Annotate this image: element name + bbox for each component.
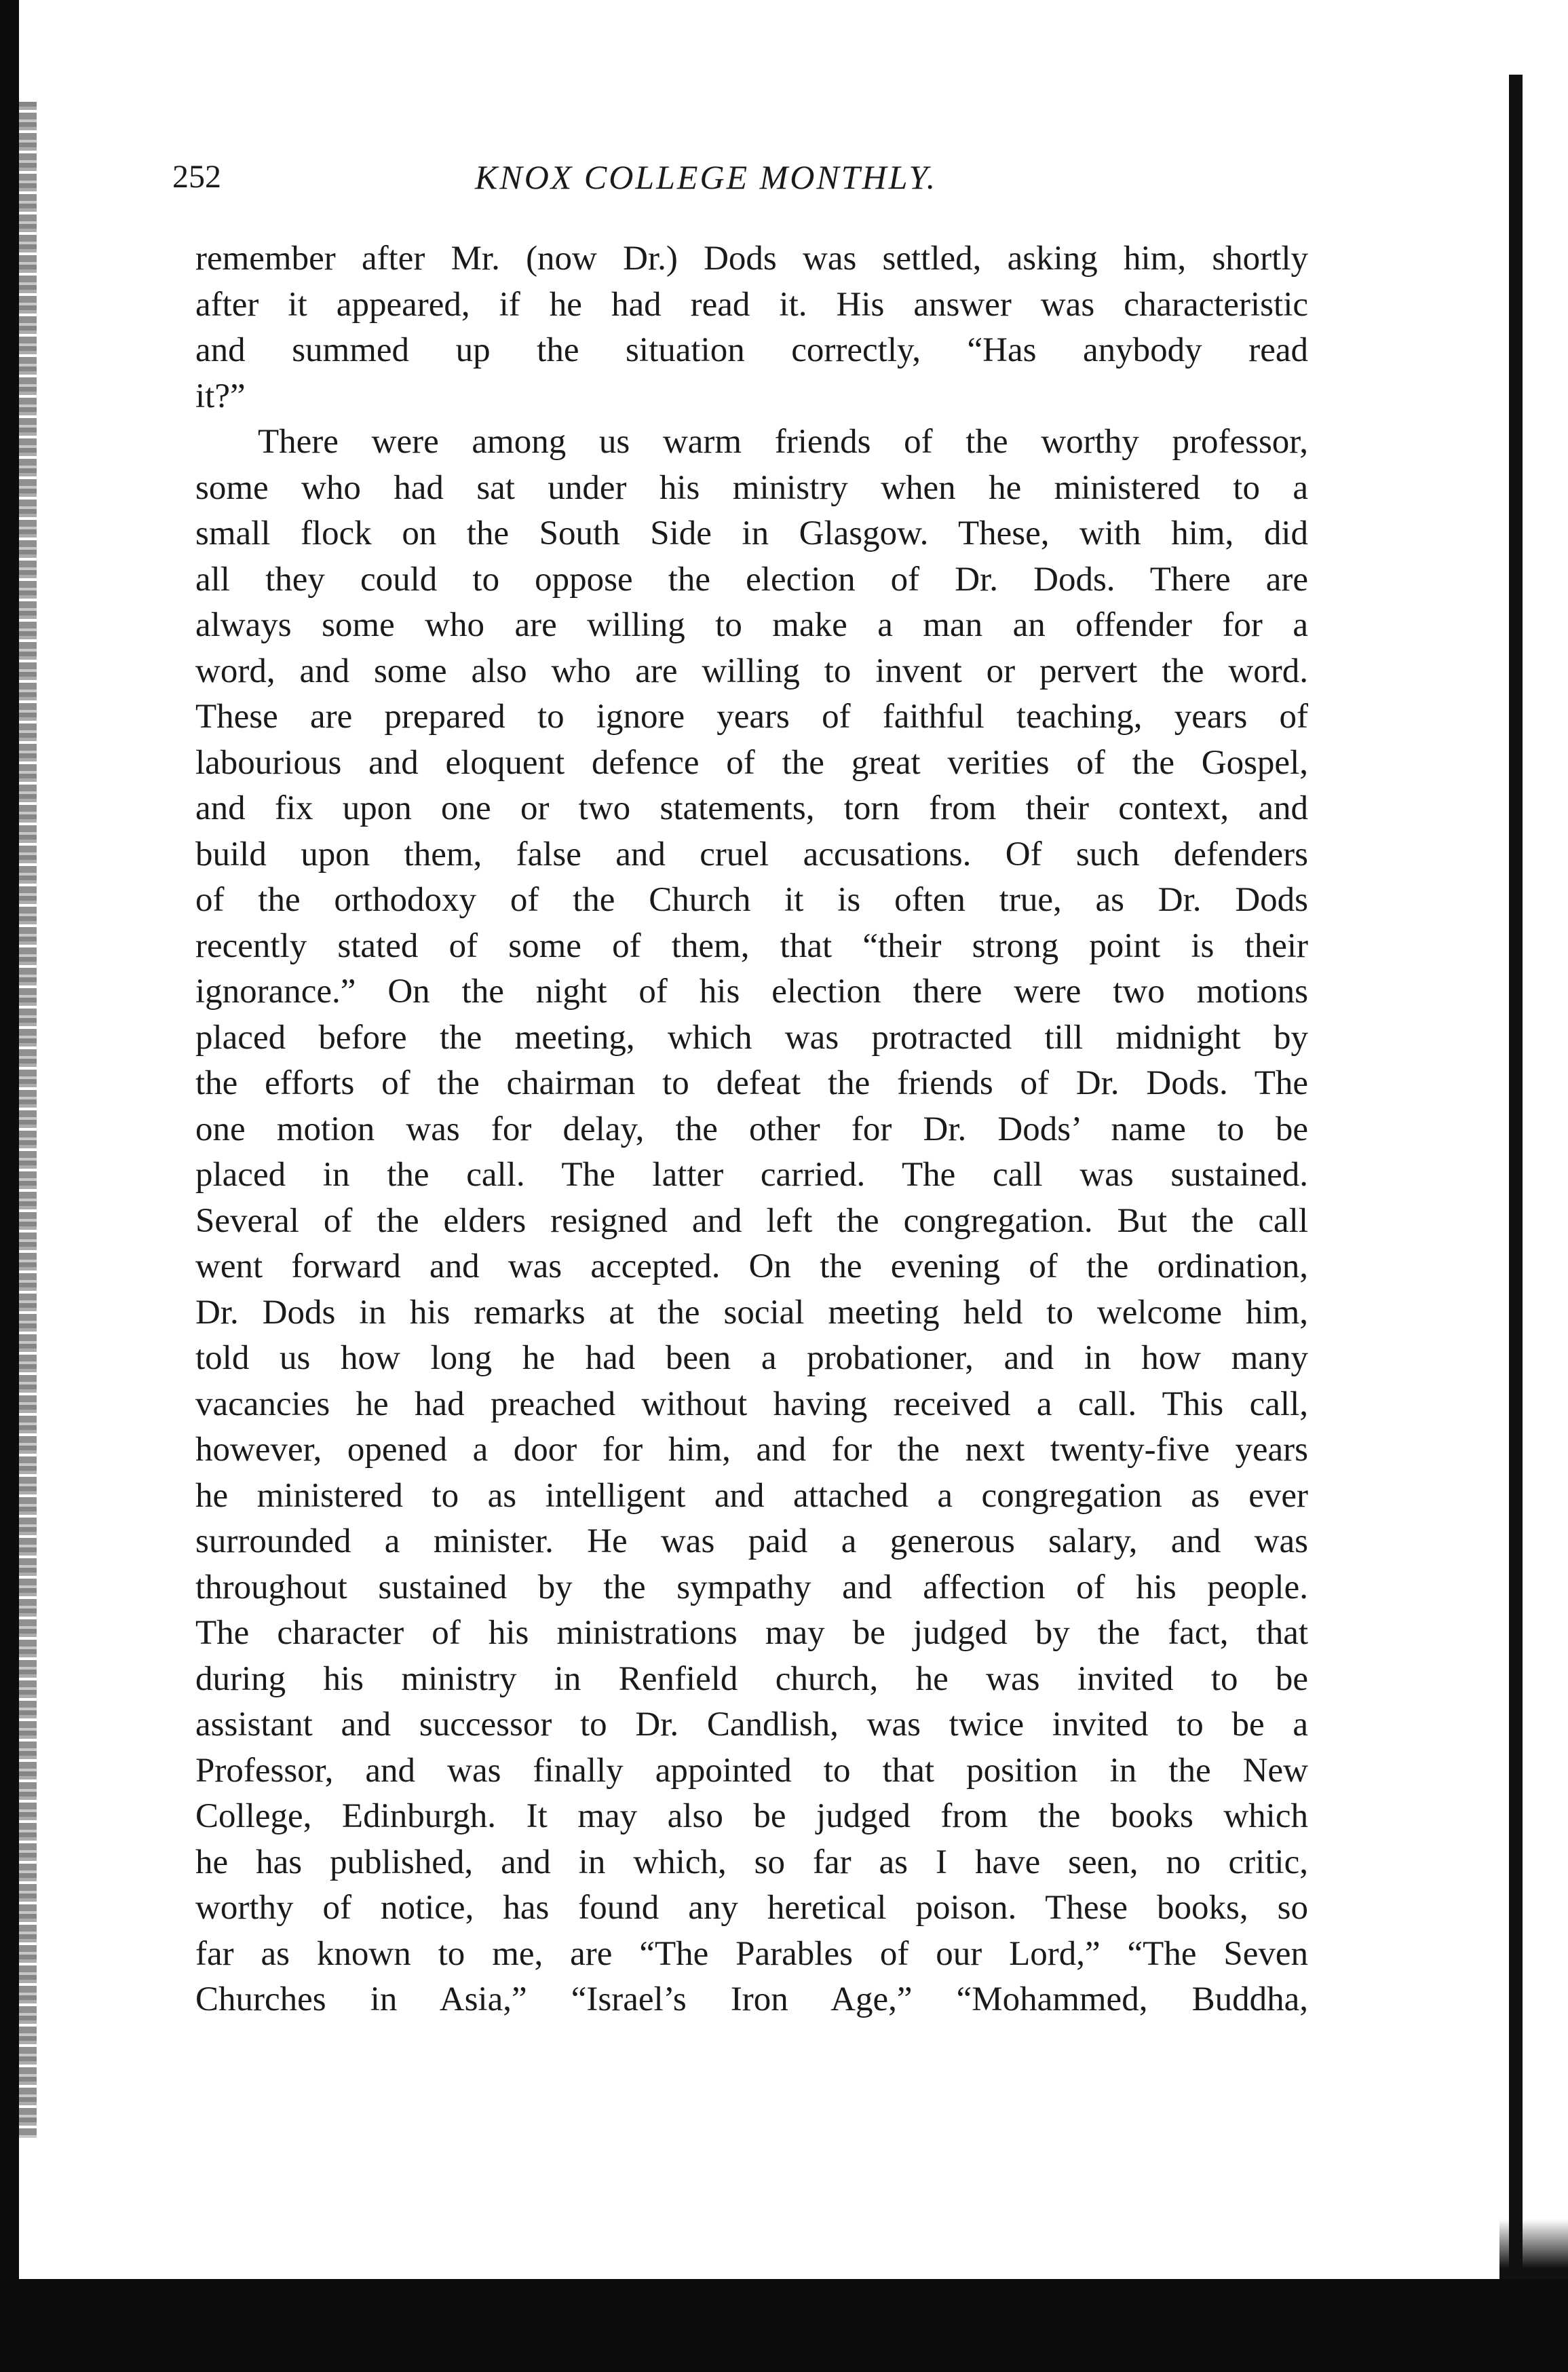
paragraph-first-line: There were among us warm friends of the worthy professor, bbox=[258, 423, 1308, 461]
scan-edge-bottom bbox=[0, 2279, 1568, 2372]
text-line: remember after Mr. (now Dr.) Dods was settled, asking him, shortly bbox=[195, 240, 1308, 278]
text-line: College, Edinburgh. It may also be judged from the books which bbox=[195, 1797, 1308, 1835]
text-line: placed in the call. The latter carried. The call was sustained. bbox=[195, 1156, 1308, 1194]
text-line: These are prepared to ignore years of faithful teaching, years of bbox=[195, 698, 1308, 736]
text-line: surrounded a minister. He was paid a generous salary, and was bbox=[195, 1522, 1308, 1560]
text-line: during his ministry in Renfield church, he was invited to be bbox=[195, 1659, 1308, 1698]
body-text bbox=[195, 236, 1308, 2023]
text-line: word, and some also who are willing to invent or pervert the word. bbox=[195, 652, 1308, 690]
text-line: worthy of notice, has found any heretical poison. These books, so bbox=[195, 1889, 1308, 1927]
text-line: recently stated of some of them, that “their strong point is their bbox=[195, 926, 1308, 965]
journal-title: KNOX COLLEGE MONTHLY. bbox=[475, 158, 938, 196]
text-line: The character of his ministrations may be judged by the fact, that bbox=[195, 1614, 1308, 1652]
text-line: after it appeared, if he had read it. His answer was characteristic bbox=[195, 285, 1308, 324]
text-line: it?” bbox=[195, 377, 246, 415]
scan-edge-left-fray bbox=[19, 102, 37, 2138]
text-line: ignorance.” On the night of his election there were two motions bbox=[195, 973, 1308, 1011]
text-line: Professor, and was finally appointed to that position in the New bbox=[195, 1751, 1308, 1790]
text-line: assistant and successor to Dr. Candlish, was twice invited to be a bbox=[195, 1706, 1308, 1744]
text-line: all they could to oppose the election of Dr. Dods. There are bbox=[195, 560, 1308, 599]
text-line: placed before the meeting, which was protracted till midnight by bbox=[195, 1018, 1308, 1057]
text-line: told us how long he had been a probationer, and in how many bbox=[195, 1339, 1308, 1377]
text-line: went forward and was accepted. On the evening of the ordination, bbox=[195, 1247, 1308, 1285]
text-line: some who had sat under his ministry when he ministered to a bbox=[195, 468, 1308, 507]
page-number: 252 bbox=[172, 159, 221, 195]
text-line: throughout sustained by the sympathy and affection of his people. bbox=[195, 1568, 1308, 1606]
text-line: the efforts of the chairman to defeat the friends of Dr. Dods. The bbox=[195, 1064, 1308, 1102]
text-line: small flock on the South Side in Glasgow. These, with him, did bbox=[195, 514, 1308, 552]
text-line: one motion was for delay, the other for Dr. Dods’ name to be bbox=[195, 1110, 1308, 1148]
text-line: Several of the elders resigned and left the congregation. But the call bbox=[195, 1201, 1308, 1240]
document-page bbox=[172, 153, 1308, 2023]
text-line: always some who are willing to make a man an offender for a bbox=[195, 606, 1308, 644]
scan-edge-left bbox=[0, 0, 19, 2372]
text-line: far as known to me, are “The Parables of our Lord,” “The Seven bbox=[195, 1934, 1308, 1973]
running-head bbox=[172, 153, 1308, 201]
text-line: Churches in Asia,” “Israel’s Iron Age,” “Mohammed, Buddha, bbox=[195, 1980, 1308, 2018]
scan-edge-right-cap bbox=[1499, 2219, 1568, 2280]
text-line: however, opened a door for him, and for the next twenty-five years bbox=[195, 1431, 1308, 1469]
text-line: Dr. Dods in his remarks at the social meeting held to welcome him, bbox=[195, 1293, 1308, 1332]
text-line: he ministered to as intelligent and attached a congregation as ever bbox=[195, 1476, 1308, 1515]
text-line: and summed up the situation correctly, “Has anybody read bbox=[195, 331, 1308, 369]
scan-edge-right bbox=[1509, 75, 1523, 2287]
text-line: build upon them, false and cruel accusations. Of such defenders bbox=[195, 835, 1308, 873]
text-line: and fix upon one or two statements, torn from their context, and bbox=[195, 789, 1308, 827]
text-line: he has published, and in which, so far as I have seen, no critic, bbox=[195, 1843, 1308, 1881]
text-line: of the orthodoxy of the Church it is often true, as Dr. Dods bbox=[195, 881, 1308, 919]
text-line: labourious and eloquent defence of the great verities of the Gospel, bbox=[195, 743, 1308, 782]
text-line: vacancies he had preached without having received a call. This call, bbox=[195, 1385, 1308, 1423]
